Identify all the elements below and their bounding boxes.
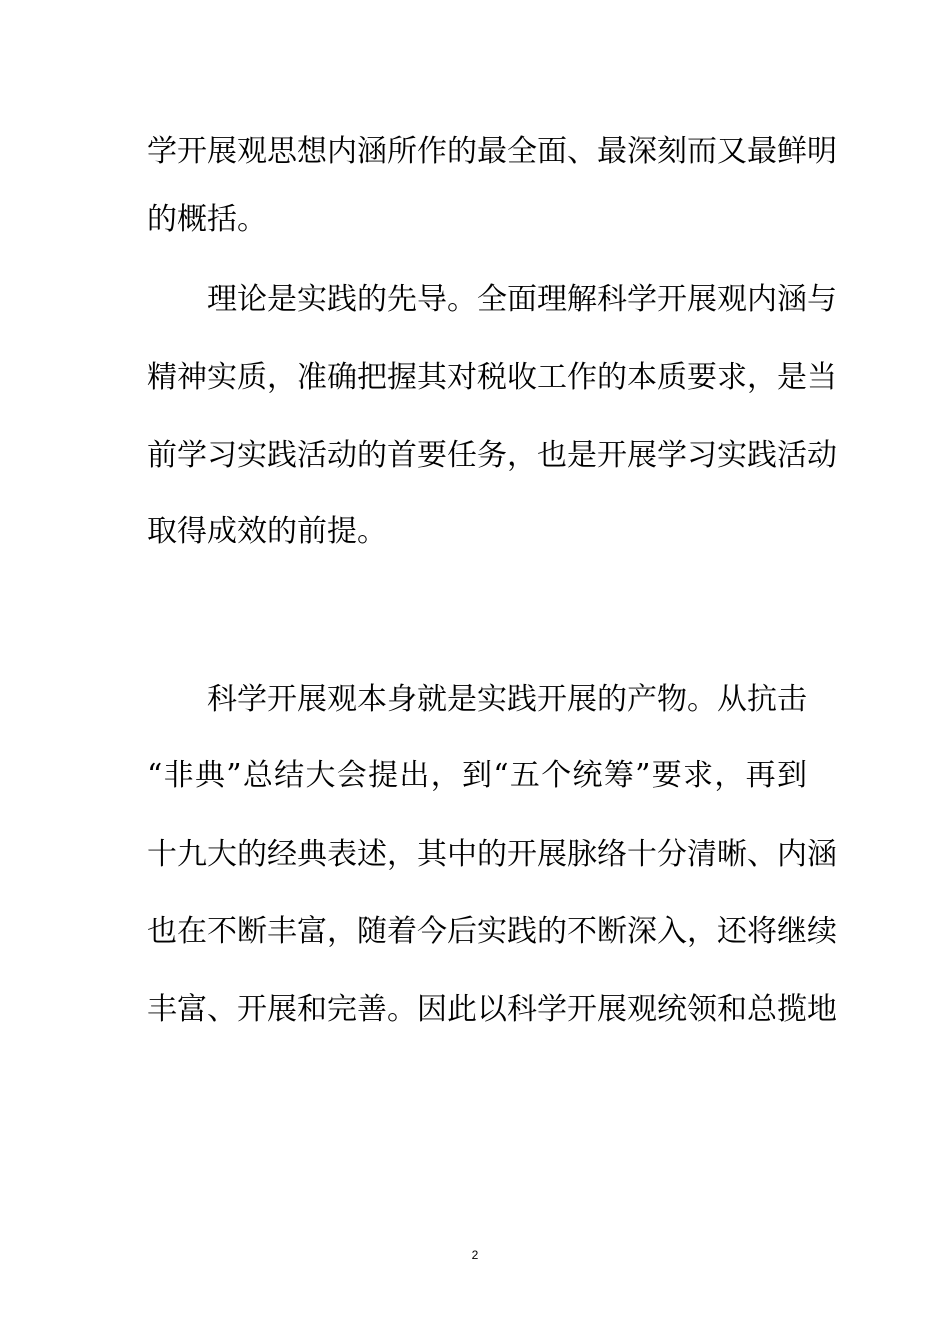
- paragraph-start-line: 理论是实践的先导。全面理解科学开展观内涵与: [207, 282, 837, 317]
- text-line: 取得成效的前提。: [147, 514, 387, 549]
- text-line: “非典”总结大会提出，到“五个统筹”要求，再到: [147, 758, 807, 793]
- text-line: 精神实质，准确把握其对税收工作的本质要求，是当: [147, 360, 837, 395]
- text-line: 学开展观思想内涵所作的最全面、最深刻而又最鲜明: [147, 134, 837, 169]
- page-number: 2: [471, 1248, 479, 1262]
- text-line: 十九大的经典表述，其中的开展脉络十分清晰、内涵: [147, 837, 837, 872]
- text-line: 丰富、开展和完善。因此以科学开展观统领和总揽地: [147, 992, 837, 1027]
- text-line: 的概括。: [147, 202, 267, 237]
- text-line: 前学习实践活动的首要任务，也是开展学习实践活动: [147, 438, 837, 473]
- text-line: 也在不断丰富，随着今后实践的不断深入，还将继续: [147, 914, 837, 949]
- paragraph-start-line: 科学开展观本身就是实践开展的产物。从抗击: [207, 682, 807, 717]
